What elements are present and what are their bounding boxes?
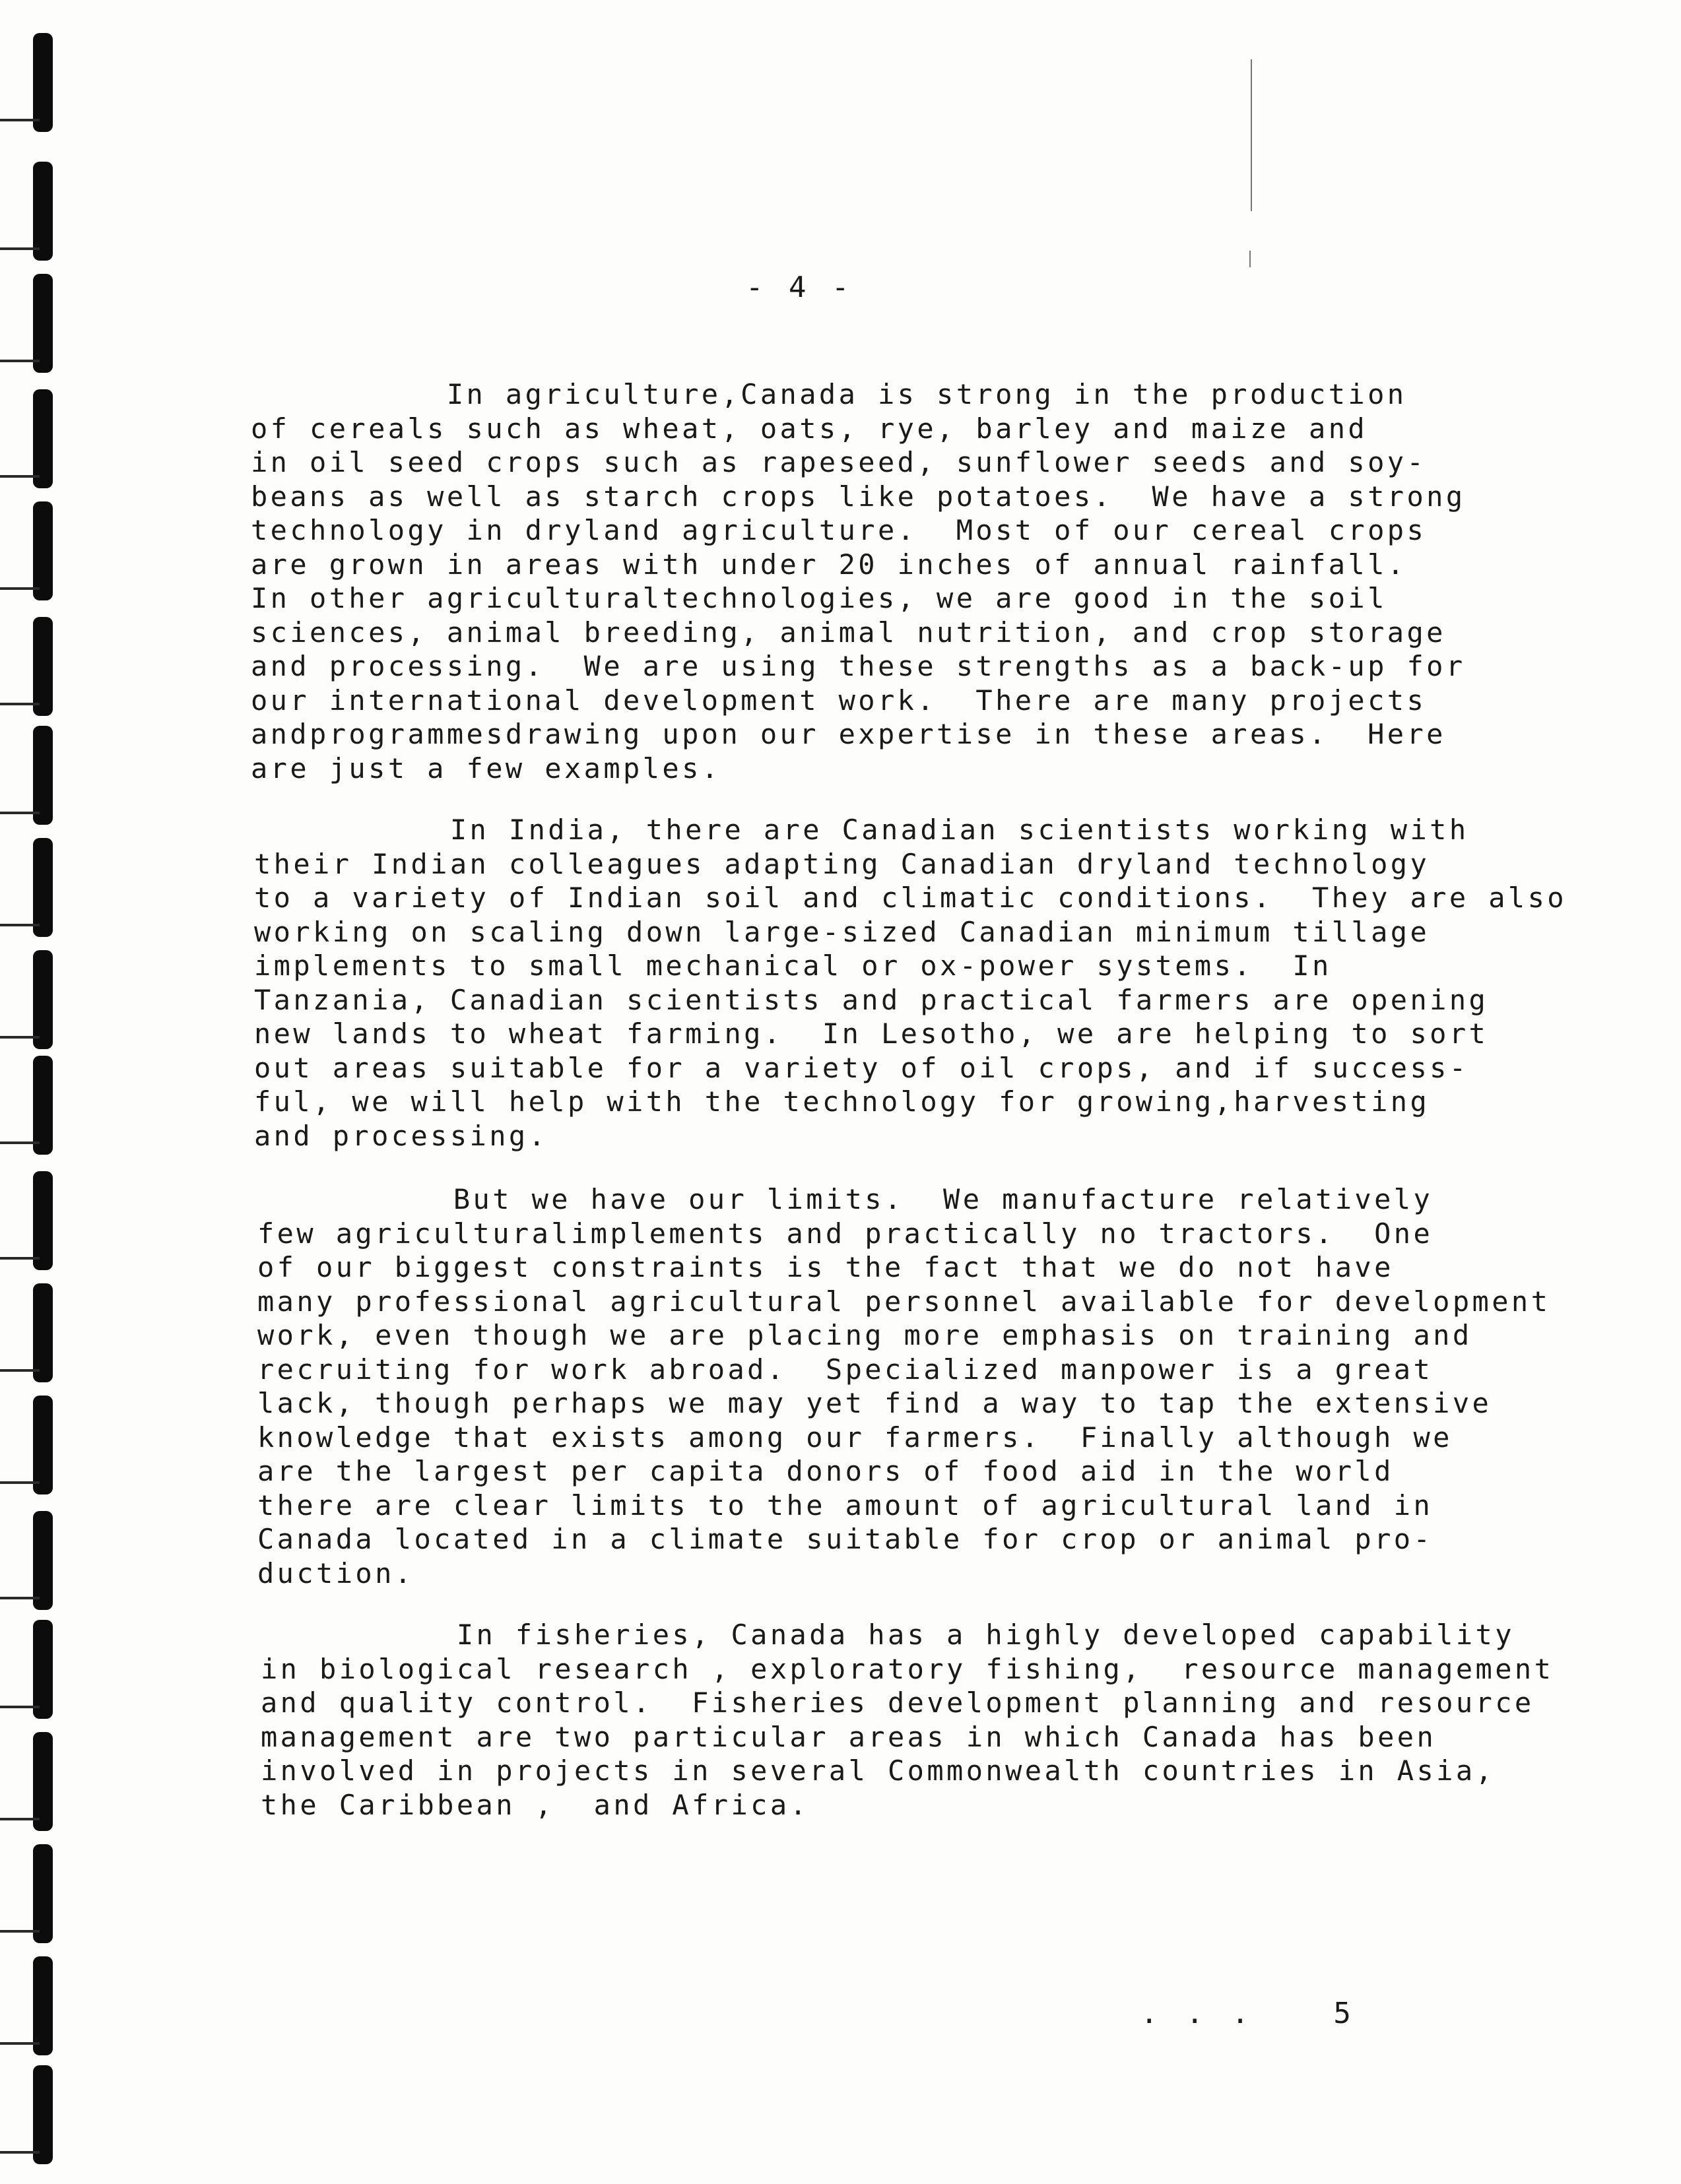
punch-hole	[33, 950, 53, 1049]
binder-tick	[0, 1141, 40, 1144]
edge-mark	[1249, 251, 1251, 267]
binder-tick	[0, 1257, 40, 1260]
text-line: their Indian colleagues adapting Canadian dryland technology	[254, 847, 1430, 880]
text-line: implements to small mechanical or ox-power systems. In	[254, 949, 1332, 982]
text-line: andprogrammesdrawing upon our expertise in these areas. Here	[251, 718, 1446, 750]
text-line: Canada located in a climate suitable for crop or animal pro-	[257, 1523, 1434, 1555]
binder-tick	[0, 360, 40, 362]
punch-hole	[33, 162, 53, 261]
punch-hole	[33, 1171, 53, 1270]
punch-hole	[33, 501, 53, 600]
text-line: Tanzania, Canadian scientists and practical farmers are opening	[254, 983, 1489, 1016]
text-line: duction.	[257, 1557, 414, 1590]
binder-tick	[0, 2042, 40, 2045]
paragraph-limits	[257, 1182, 1550, 1590]
text-line: new lands to wheat farming. In Lesotho, we are helping to sort	[254, 1017, 1489, 1050]
edge-mark	[1251, 59, 1252, 211]
text-line: In other agriculturaltechnologies, we are good in the soil	[251, 582, 1387, 614]
binder-tick	[0, 587, 40, 590]
text-line: are the largest per capita donors of food aid in the world	[257, 1455, 1394, 1487]
binder-tick	[0, 119, 40, 121]
text-line: ful, we will help with the technology for growing,harvesting	[254, 1085, 1430, 1118]
text-line: are just a few examples.	[251, 752, 721, 785]
punch-hole	[33, 1396, 53, 1494]
text-line: and processing. We are using these strengths as a back-up for	[251, 650, 1466, 682]
punch-hole	[33, 1620, 53, 1719]
text-line: and quality control. Fisheries development planning and resource	[261, 1686, 1534, 1719]
text-line: In India, there are Canadian scientists working with	[254, 814, 1469, 846]
text-line: few agriculturalimplements and practically no tractors. One	[257, 1217, 1434, 1250]
text-line: our international development work. There are many projects	[251, 684, 1427, 717]
binder-tick	[0, 812, 40, 814]
continuation-dots: . . .	[1140, 1997, 1255, 2030]
punch-hole	[33, 838, 53, 937]
text-line: are grown in areas with under 20 inches of annual rainfall.	[251, 548, 1407, 581]
text-line: working on scaling down large-sized Canadian minimum tillage	[254, 915, 1430, 948]
binder-tick	[0, 1706, 40, 1708]
text-line: in biological research , exploratory fishing, resource management	[261, 1652, 1554, 1685]
punch-hole	[33, 2065, 53, 2164]
punch-hole	[33, 274, 53, 373]
text-line: beans as well as starch crops like potatoes. We have a strong	[251, 480, 1466, 513]
text-line: knowledge that exists among our farmers. Finally although we	[257, 1421, 1453, 1454]
punch-hole	[33, 617, 53, 716]
binder-tick	[0, 247, 40, 250]
punch-hole	[33, 1732, 53, 1831]
binder-tick	[0, 1481, 40, 1484]
text-line: many professional agricultural personnel available for development	[257, 1285, 1551, 1318]
text-line: in oil seed crops such as rapeseed, sunflower seeds and soy-	[251, 446, 1427, 478]
text-line: In agriculture,Canada is strong in the production	[251, 378, 1407, 410]
binder-tick	[0, 1036, 40, 1039]
text-line: of cereals such as wheat, oats, rye, barley and maize and	[251, 412, 1368, 445]
text-line: In fisheries, Canada has a highly developed capability	[261, 1619, 1515, 1651]
text-line: the Caribbean , and Africa.	[261, 1788, 810, 1821]
continuation-marker	[1049, 1963, 1356, 2064]
binder-holes	[0, 0, 73, 2184]
binder-tick	[0, 1369, 40, 1372]
text-line: management are two particular areas in which Canada has been	[261, 1720, 1437, 1753]
punch-hole	[33, 1283, 53, 1382]
text-line: recruiting for work abroad. Specialized manpower is a great	[257, 1353, 1434, 1386]
page-number: - 4 -	[746, 271, 853, 304]
text-line: But we have our limits. We manufacture relatively	[257, 1183, 1434, 1215]
text-line: out areas suitable for a variety of oil crops, and if success-	[254, 1051, 1469, 1084]
paragraph-agriculture	[251, 377, 1466, 785]
paragraph-fisheries	[261, 1618, 1554, 1822]
binder-tick	[0, 1818, 40, 1820]
punch-hole	[33, 1056, 53, 1155]
text-line: of our biggest constraints is the fact that we do not have	[257, 1251, 1394, 1283]
text-line: there are clear limits to the amount of agricultural land in	[257, 1489, 1434, 1522]
punch-hole	[33, 1956, 53, 2055]
punch-hole	[33, 1511, 53, 1610]
punch-hole	[33, 1844, 53, 1943]
text-line: work, even though we are placing more emphasis on training and	[257, 1319, 1472, 1351]
next-page-number: 5	[1333, 1997, 1356, 2030]
binder-tick	[0, 2151, 40, 2154]
binder-tick	[0, 924, 40, 926]
binder-tick	[0, 475, 40, 478]
punch-hole	[33, 726, 53, 825]
punch-hole	[33, 389, 53, 488]
text-line: involved in projects in several Commonwealth countries in Asia,	[261, 1754, 1496, 1787]
binder-tick	[0, 1597, 40, 1599]
binder-tick	[0, 703, 40, 705]
binder-tick	[0, 1930, 40, 1933]
punch-hole	[33, 33, 53, 132]
text-line: technology in dryland agriculture. Most of our cereal crops	[251, 514, 1427, 546]
text-line: to a variety of Indian soil and climatic conditions. They are also	[254, 882, 1567, 914]
text-line: and processing.	[254, 1119, 548, 1152]
text-line: lack, though perhaps we may yet find a way to tap the extensive	[257, 1387, 1492, 1419]
text-line: sciences, animal breeding, animal nutrition, and crop storage	[251, 616, 1446, 649]
paragraph-india	[254, 813, 1567, 1153]
